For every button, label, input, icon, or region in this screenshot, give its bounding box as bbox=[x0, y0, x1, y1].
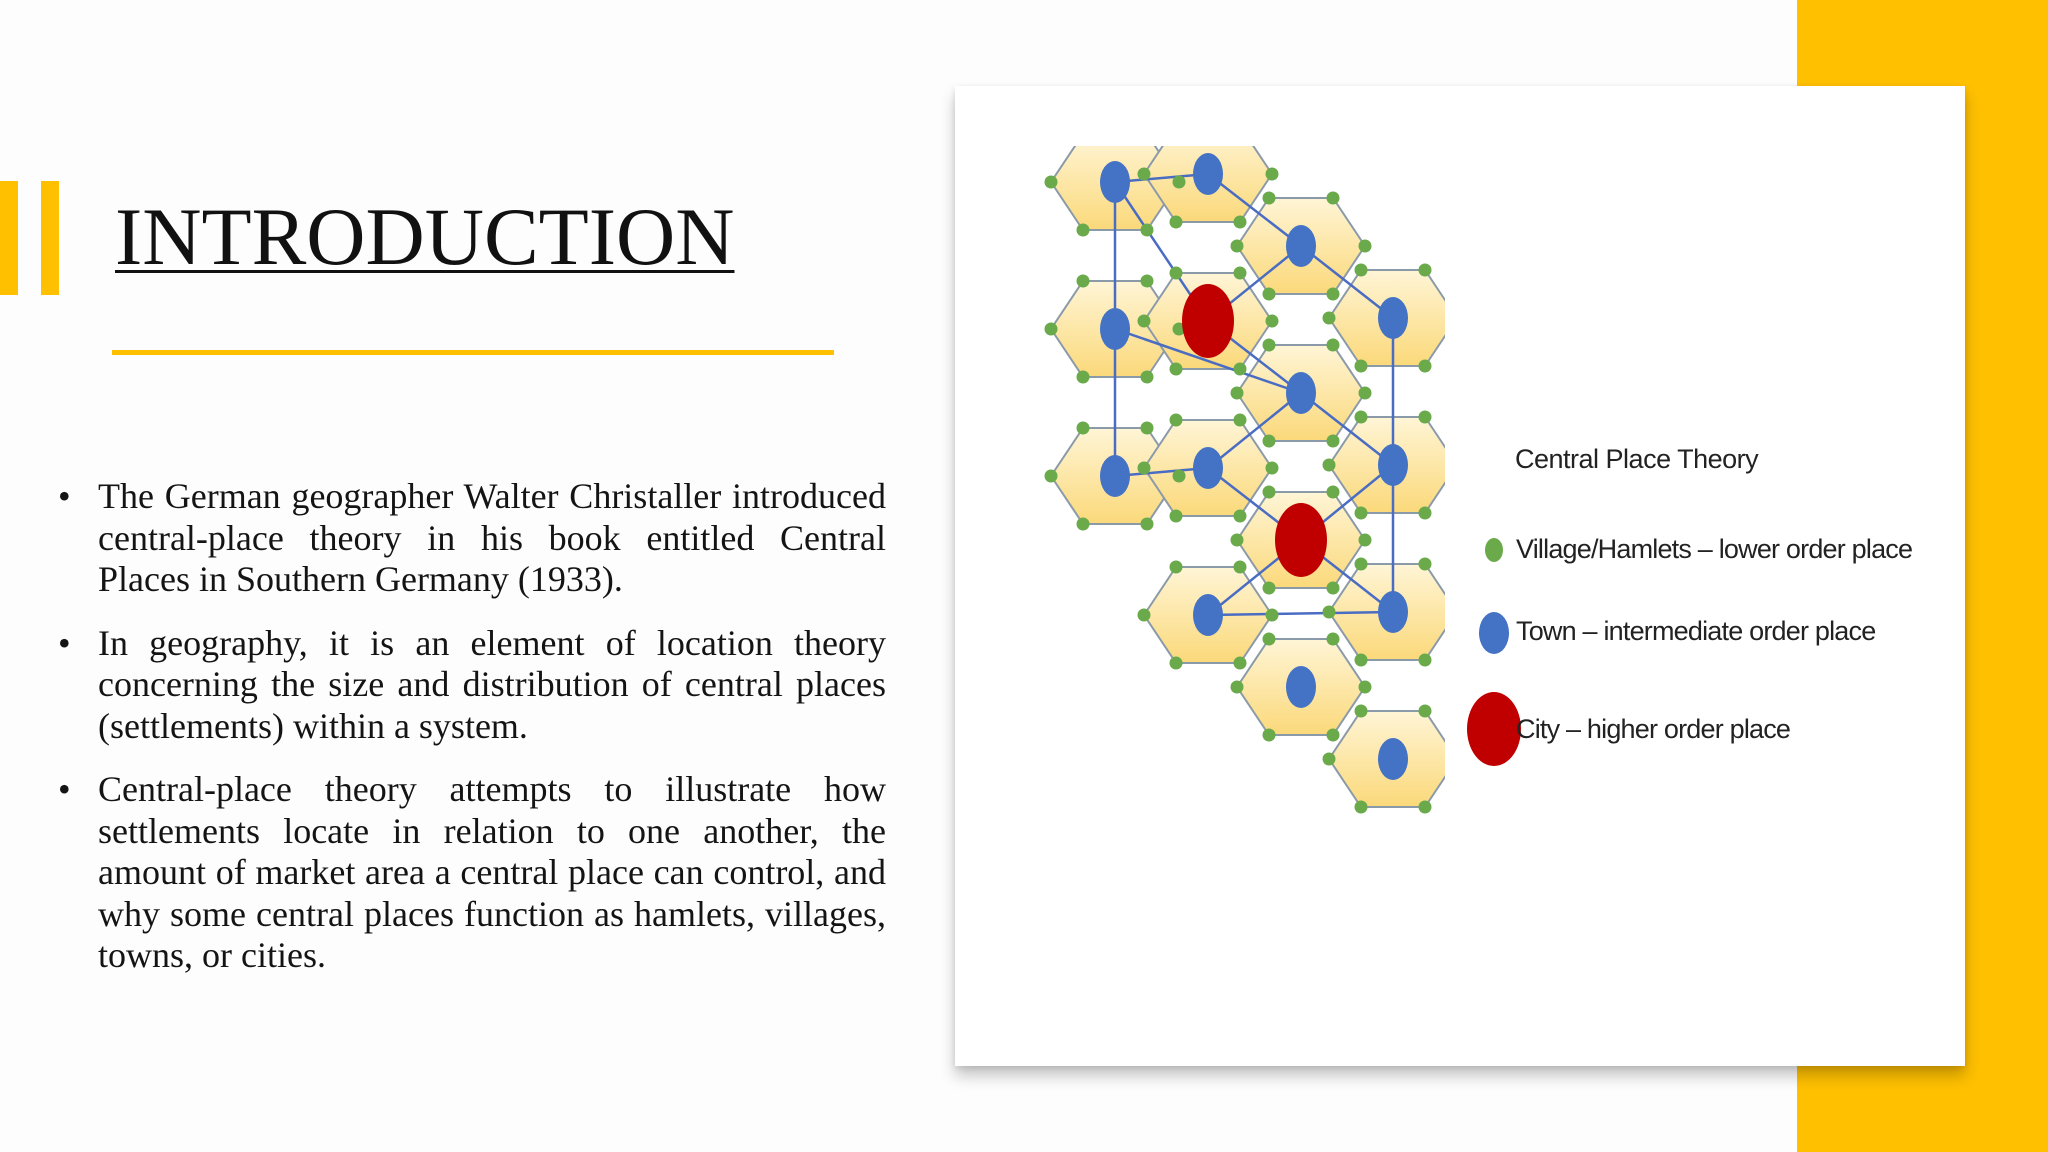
city-dot-icon bbox=[1467, 692, 1521, 766]
village-dot bbox=[1077, 518, 1090, 531]
village-dot bbox=[1138, 315, 1151, 328]
town-dot bbox=[1378, 738, 1408, 780]
bullet-marker: • bbox=[58, 476, 71, 516]
village-dot bbox=[1234, 657, 1247, 670]
legend-title: Central Place Theory bbox=[1515, 444, 1759, 474]
town-dot bbox=[1100, 455, 1130, 497]
title-divider bbox=[112, 350, 834, 355]
village-dot bbox=[1263, 339, 1276, 352]
village-dot bbox=[1234, 510, 1247, 523]
village-dot bbox=[1045, 176, 1058, 189]
village-dot bbox=[1138, 462, 1151, 475]
village-dot bbox=[1234, 414, 1247, 427]
town-dot bbox=[1378, 297, 1408, 339]
village-dot bbox=[1266, 315, 1279, 328]
city-dot bbox=[1275, 503, 1327, 577]
village-dot bbox=[1419, 654, 1432, 667]
village-dot bbox=[1419, 507, 1432, 520]
village-dot bbox=[1045, 323, 1058, 336]
village-dot bbox=[1234, 561, 1247, 574]
village-dot bbox=[1327, 633, 1340, 646]
village-dot bbox=[1138, 168, 1151, 181]
village-dot bbox=[1263, 729, 1276, 742]
village-dot bbox=[1419, 264, 1432, 277]
village-dot bbox=[1323, 753, 1336, 766]
bullet-item bbox=[58, 476, 886, 601]
village-dot bbox=[1170, 561, 1183, 574]
village-dot bbox=[1231, 681, 1244, 694]
village-dot bbox=[1170, 216, 1183, 229]
village-dot bbox=[1266, 168, 1279, 181]
village-dot bbox=[1141, 518, 1154, 531]
village-dot bbox=[1359, 240, 1372, 253]
town-dot bbox=[1193, 447, 1223, 489]
village-dot bbox=[1138, 609, 1151, 622]
town-dot bbox=[1378, 591, 1408, 633]
village-dot bbox=[1170, 414, 1183, 427]
village-dot-icon bbox=[1485, 538, 1503, 562]
page-title: INTRODUCTION bbox=[115, 191, 735, 282]
village-dot bbox=[1327, 486, 1340, 499]
village-dot bbox=[1355, 264, 1368, 277]
town-dot bbox=[1100, 308, 1130, 350]
legend-item-city bbox=[1455, 690, 1935, 760]
village-dot bbox=[1234, 216, 1247, 229]
village-dot bbox=[1323, 459, 1336, 472]
village-dot bbox=[1234, 267, 1247, 280]
village-dot bbox=[1170, 363, 1183, 376]
village-dot bbox=[1231, 534, 1244, 547]
village-dot bbox=[1355, 360, 1368, 373]
bullet-marker: • bbox=[58, 769, 71, 809]
village-dot bbox=[1355, 654, 1368, 667]
bullet-text: The German geographer Walter Christaller introduced central-place theory in his book entitled Central Places in Southern Germany (1933). bbox=[98, 476, 886, 599]
village-dot bbox=[1419, 558, 1432, 571]
village-dot bbox=[1231, 387, 1244, 400]
village-dot bbox=[1077, 275, 1090, 288]
village-dot bbox=[1234, 363, 1247, 376]
village-dot bbox=[1045, 470, 1058, 483]
village-dot bbox=[1141, 224, 1154, 237]
bullet-item bbox=[58, 769, 886, 977]
village-dot bbox=[1355, 411, 1368, 424]
village-dot bbox=[1323, 312, 1336, 325]
village-dot bbox=[1327, 435, 1340, 448]
village-dot bbox=[1419, 705, 1432, 718]
village-dot bbox=[1323, 606, 1336, 619]
legend-label: Village/Hamlets – lower order place bbox=[1516, 534, 1913, 564]
hexagon-diagram bbox=[995, 146, 1445, 1026]
village-dot bbox=[1359, 534, 1372, 547]
village-dot bbox=[1266, 462, 1279, 475]
village-dot bbox=[1327, 582, 1340, 595]
legend-label: City – higher order place bbox=[1516, 714, 1791, 744]
village-dot bbox=[1327, 192, 1340, 205]
town-dot bbox=[1286, 666, 1316, 708]
bullet-item bbox=[58, 623, 886, 748]
village-dot bbox=[1355, 558, 1368, 571]
town-dot bbox=[1193, 153, 1223, 195]
village-dot bbox=[1263, 192, 1276, 205]
city-dot bbox=[1182, 284, 1234, 358]
town-dot bbox=[1100, 161, 1130, 203]
village-dot bbox=[1263, 288, 1276, 301]
village-dot bbox=[1077, 224, 1090, 237]
town-dot bbox=[1286, 225, 1316, 267]
bullet-text: Central-place theory attempts to illustrate how settlements locate in relation to one another, the amount of market area a central place can control, and why some central places function as hamlets, villages, towns, or cities. bbox=[98, 769, 886, 975]
village-dot bbox=[1141, 422, 1154, 435]
village-dot bbox=[1419, 411, 1432, 424]
legend-item-town bbox=[1455, 598, 1935, 668]
village-dot bbox=[1419, 801, 1432, 814]
village-dot bbox=[1263, 633, 1276, 646]
town-dot bbox=[1193, 594, 1223, 636]
village-dot bbox=[1173, 470, 1186, 483]
accent-bar-right bbox=[41, 181, 59, 295]
village-dot bbox=[1355, 801, 1368, 814]
town-dot bbox=[1286, 372, 1316, 414]
village-dot bbox=[1263, 486, 1276, 499]
village-dot bbox=[1170, 510, 1183, 523]
village-dot bbox=[1231, 240, 1244, 253]
village-dot bbox=[1327, 288, 1340, 301]
town-dot-icon bbox=[1479, 612, 1509, 654]
village-dot bbox=[1141, 275, 1154, 288]
village-dot bbox=[1355, 507, 1368, 520]
bullet-text: In geography, it is an element of location theory concerning the size and distribution of central places (settlements) within a system. bbox=[98, 622, 886, 746]
village-dot bbox=[1359, 681, 1372, 694]
village-dot bbox=[1419, 360, 1432, 373]
village-dot bbox=[1141, 371, 1154, 384]
bullet-marker: • bbox=[58, 622, 71, 663]
village-dot bbox=[1359, 387, 1372, 400]
village-dot bbox=[1263, 435, 1276, 448]
village-dot bbox=[1327, 729, 1340, 742]
central-place-figure bbox=[955, 86, 1965, 1066]
village-dot bbox=[1170, 657, 1183, 670]
legend-item-village bbox=[1455, 520, 1935, 590]
accent-bar-left bbox=[0, 181, 18, 295]
village-dot bbox=[1170, 267, 1183, 280]
village-dot bbox=[1077, 422, 1090, 435]
village-dot bbox=[1266, 609, 1279, 622]
bullet-list bbox=[58, 476, 886, 999]
village-dot bbox=[1327, 339, 1340, 352]
village-dot bbox=[1077, 371, 1090, 384]
village-dot bbox=[1355, 705, 1368, 718]
village-dot bbox=[1263, 582, 1276, 595]
town-dot bbox=[1378, 444, 1408, 486]
legend-label: Town – intermediate order place bbox=[1516, 616, 1876, 646]
village-dot bbox=[1173, 176, 1186, 189]
